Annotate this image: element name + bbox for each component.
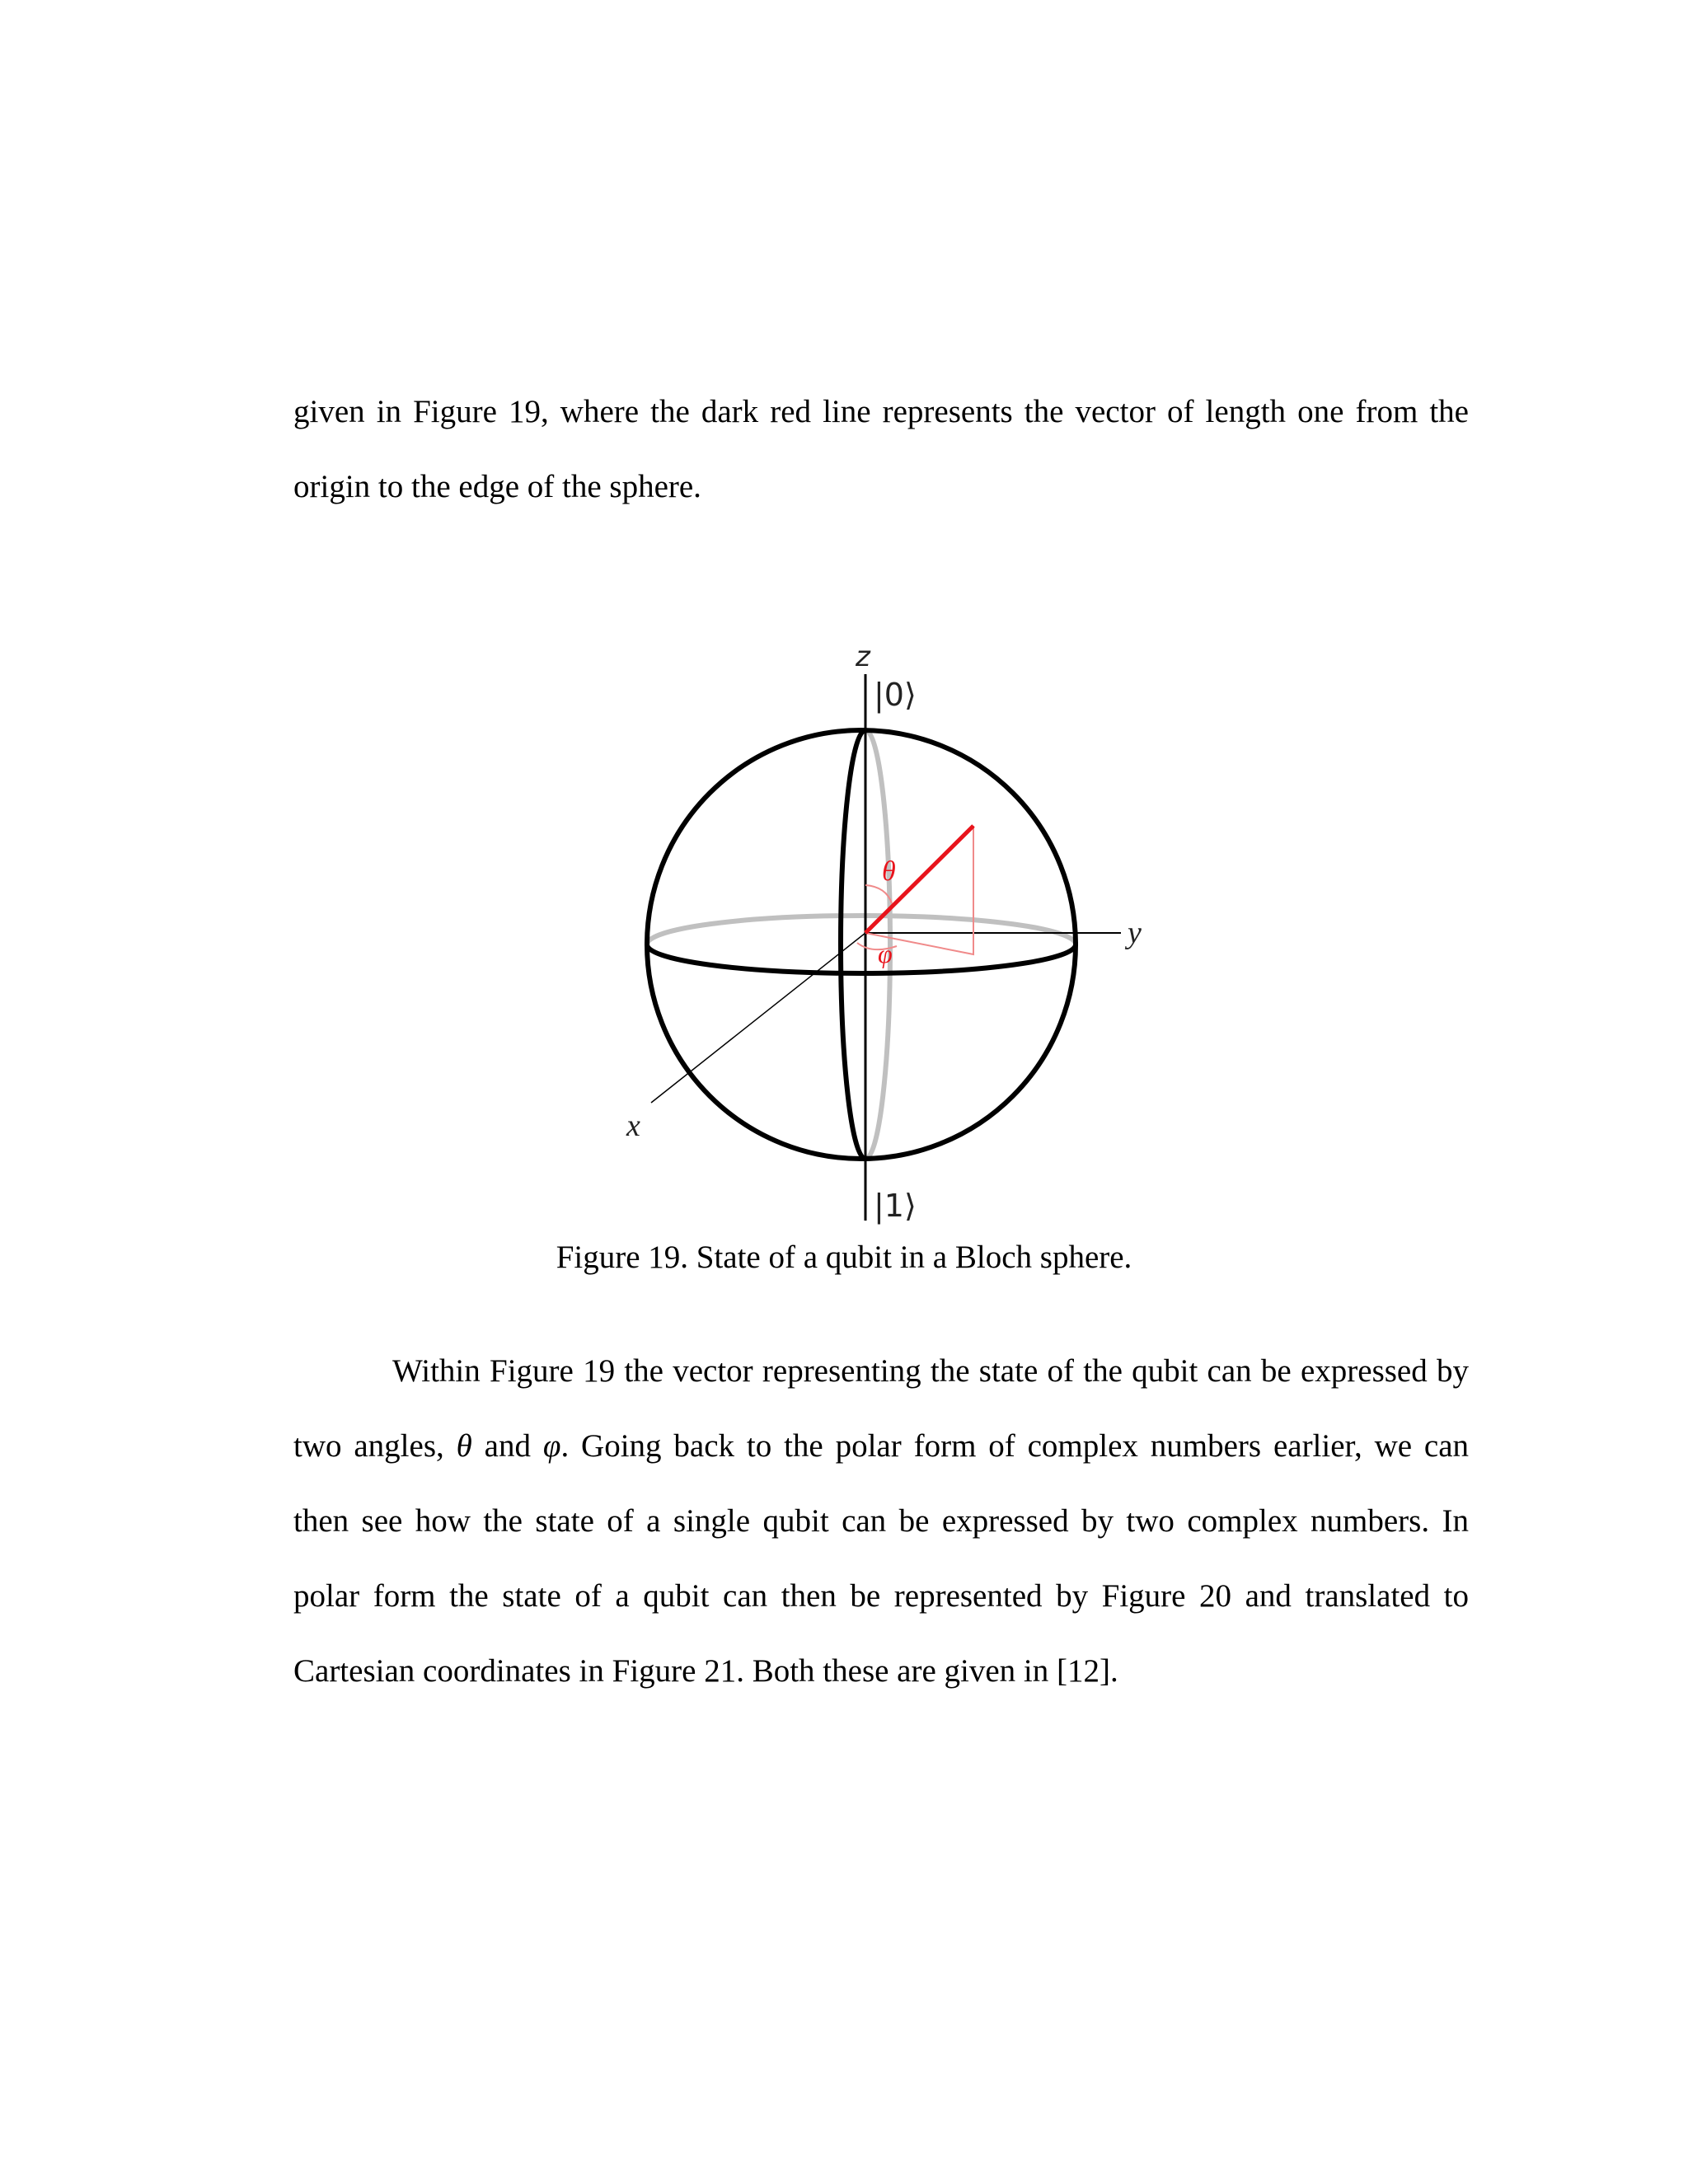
equator-back-arc: [647, 916, 1076, 944]
phi-symbol: φ: [542, 1428, 561, 1464]
equator-front-arc: [647, 944, 1076, 973]
theta-symbol: θ: [456, 1428, 472, 1464]
z-axis-label: z: [856, 640, 870, 673]
text-line: Within Figure 19 the vector representing the state of the qubit can be expressed by: [392, 1353, 1469, 1389]
meridian-front-arc: [841, 730, 865, 1159]
phi-label: φ: [878, 939, 893, 968]
bloch-sphere-figure: [610, 623, 1187, 1233]
paragraph-body: [293, 1333, 1469, 1708]
ket-one-label: |1⟩: [874, 1188, 917, 1224]
y-axis-label: y: [1128, 916, 1142, 950]
theta-label: θ: [882, 856, 896, 887]
figure-caption: Figure 19. State of a qubit in a Bloch sphere.: [556, 1240, 1132, 1275]
text-line: Cartesian coordinates in Figure 21. Both these are given in [12].: [293, 1653, 1118, 1689]
sphere-outline: [647, 730, 1076, 1159]
ket-zero-label: |0⟩: [874, 677, 917, 713]
text-line: then see how the state of a single qubit can be expressed by two complex numbers. In: [293, 1503, 1469, 1539]
text-line: given in Figure 19, where the dark red line represents the vector of length one from the: [293, 394, 1469, 429]
x-axis-label: x: [626, 1108, 640, 1143]
paragraph-intro: [293, 374, 1469, 524]
text-line: origin to the edge of the sphere.: [293, 469, 701, 504]
text-line: two angles, θ and φ. Going back to the polar form of complex numbers earlier, we can: [293, 1428, 1470, 1464]
text-line: polar form the state of a qubit can then be represented by Figure 20 and translated to: [293, 1578, 1469, 1614]
